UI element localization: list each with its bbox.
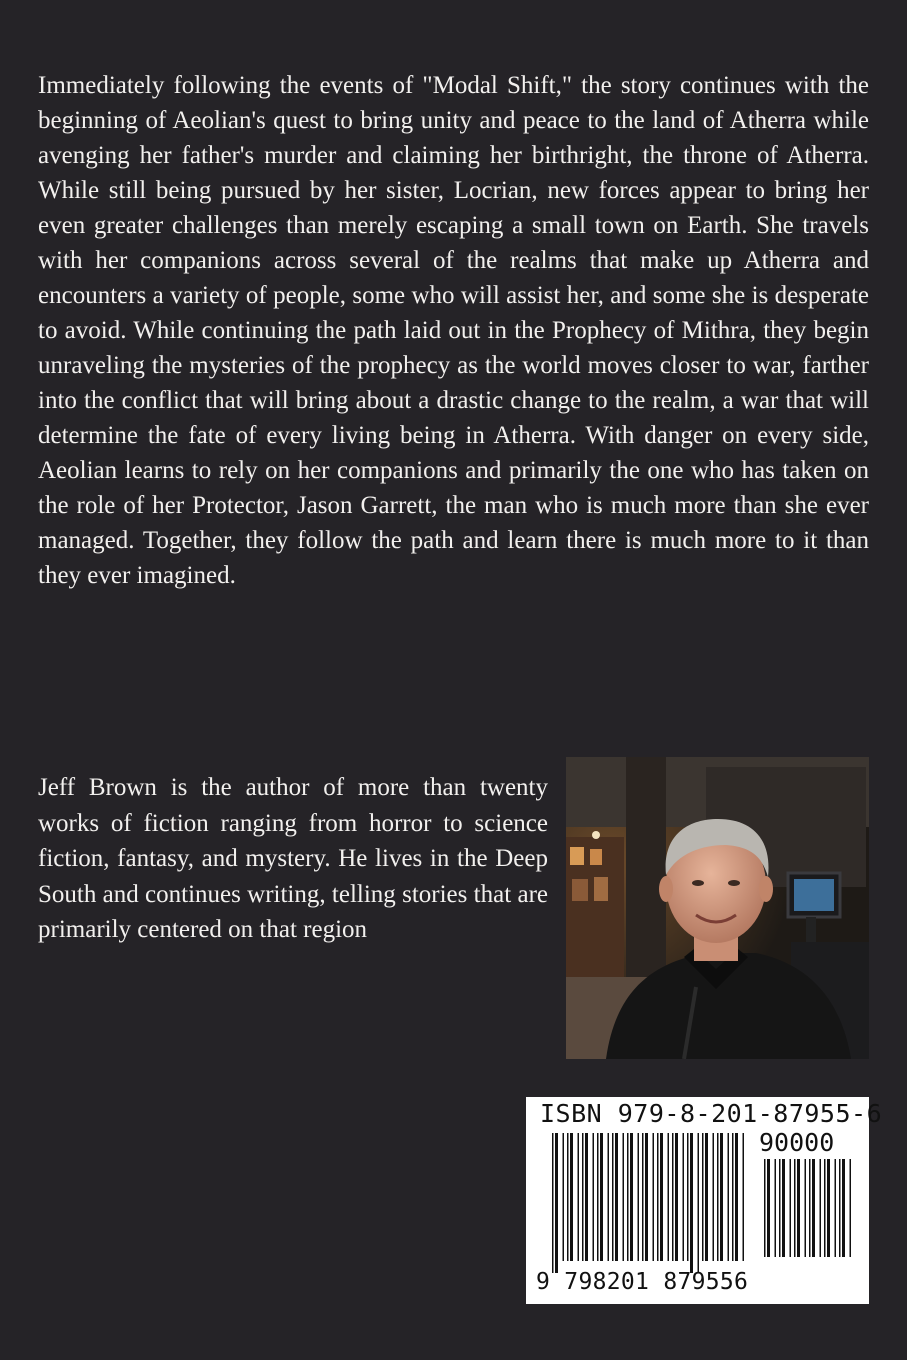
book-blurb: Immediately following the events of "Modal Shift," the story continues with the beginning of Aeolian's quest to bring unity and peace to the land of Atherra while avenging her father's murder and claiming her birthright, the throne of Atherra. While still being pursued by her sister, Locrian, new forces appear to bring her even greater challenges than merely escaping a small town on Earth. She travels with her companions across several of the realms that make up Atherra and encounters a variety of people, some who will assist her, and some she is desperate to avoid. While continuing the path laid out in the Prophecy of Mithra, they begin unraveling the mysteries of the prophecy as the world moves closer to war, farther into the conflict that will bring about a drastic change to the realm, a war that will determine the fate of every living being in Atherra. With danger on every side, Aeolian learns to rely on her companions and primarily the one who has taken on the role of her Protector, Jason Garrett, the man who is much more than she ever managed. Together, they follow the path and learn there is much more to it than they ever imagined. xyxy=(38,72,869,589)
addon-barcode-bars xyxy=(762,1159,856,1269)
isbn-number: ISBN 979-8-201-87955-6 xyxy=(540,1099,883,1128)
price-code: 90000 xyxy=(759,1128,835,1157)
barcode-bars xyxy=(550,1133,750,1273)
author-bio: Jeff Brown is the author of more than twenty works of fiction ranging from horror to science fiction, fantasy, and mystery. He lives in the Deep South and continues writing, telling stories that are primarily centered on that region xyxy=(38,774,548,943)
ean-digits: 9 798201 879556 xyxy=(536,1269,749,1295)
isbn-barcode xyxy=(526,1097,883,1304)
author-photo xyxy=(566,757,869,1059)
